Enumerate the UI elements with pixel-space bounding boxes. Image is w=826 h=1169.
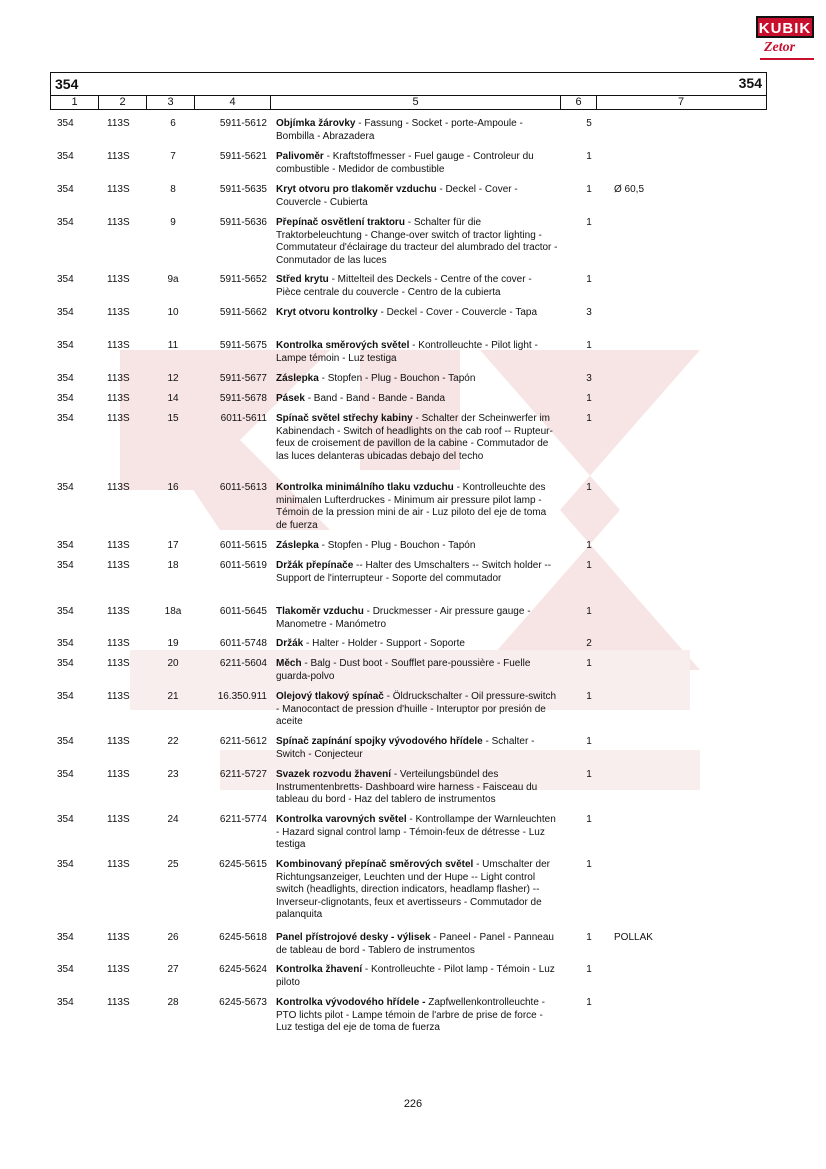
cell-position: 7 bbox=[170, 151, 176, 162]
cell-section: 354 bbox=[57, 691, 74, 702]
cell-description bbox=[276, 932, 558, 957]
cell-description bbox=[276, 964, 558, 989]
cell-description bbox=[276, 606, 558, 631]
cell-model: 113S bbox=[107, 393, 130, 404]
cell-description bbox=[276, 814, 558, 852]
part-name-czech: Záslepka bbox=[276, 373, 319, 384]
cell-model: 113S bbox=[107, 814, 130, 825]
cell-position: 22 bbox=[167, 736, 179, 747]
cell-part-number: 6011-5748 bbox=[219, 638, 267, 649]
cell-section: 354 bbox=[57, 540, 74, 551]
cell-part-number: 6011-5619 bbox=[219, 560, 267, 571]
part-translations: - Schalter - Switch - Conjecteur bbox=[276, 736, 535, 760]
part-translations: -- Halter des Umschalters -- Switch holder -- Support de l'interrupteur - Soporte del commutador bbox=[276, 560, 552, 584]
cell-quantity: 1 bbox=[586, 691, 592, 702]
cell-position: 17 bbox=[167, 540, 179, 551]
column-header-2: 2 bbox=[99, 96, 147, 110]
cell-quantity: 1 bbox=[586, 658, 592, 669]
part-name-czech: Pásek bbox=[276, 393, 305, 404]
part-name-czech: Spínač zapínání spojky vývodového hřídele bbox=[276, 736, 483, 747]
cell-description bbox=[276, 307, 558, 320]
cell-model: 113S bbox=[107, 769, 130, 780]
part-name-czech: Kryt otvoru kontrolky bbox=[276, 307, 378, 318]
cell-quantity: 1 bbox=[586, 964, 592, 975]
cell-model: 113S bbox=[107, 340, 130, 351]
cell-quantity: 1 bbox=[586, 413, 592, 424]
cell-quantity: 3 bbox=[586, 373, 592, 384]
cell-position: 25 bbox=[167, 859, 179, 870]
cell-part-number: 6011-5645 bbox=[219, 606, 267, 617]
cell-part-number: 5911-5621 bbox=[219, 151, 267, 162]
cell-section: 354 bbox=[57, 482, 74, 493]
cell-model: 113S bbox=[107, 859, 130, 870]
part-name-czech: Panel přístrojové desky - výlisek bbox=[276, 932, 431, 943]
part-translations: - Fassung - Socket - porte-Ampoule - Bombilla - Abrazadera bbox=[276, 118, 523, 142]
part-name-czech: Držák přepínače bbox=[276, 560, 354, 571]
part-translations: - Stopfen - Plug - Bouchon - Tapón bbox=[318, 540, 476, 551]
cell-section: 354 bbox=[57, 997, 74, 1008]
cell-part-number: 5911-5612 bbox=[219, 118, 267, 129]
part-translations: - Deckel - Cover - Couvercle - Tapa bbox=[377, 307, 537, 318]
cell-position: 20 bbox=[167, 658, 179, 669]
cell-position: 14 bbox=[167, 393, 179, 404]
part-translations: - Deckel - Cover - Couvercle - Cubierta bbox=[276, 184, 518, 208]
cell-description bbox=[276, 340, 558, 365]
cell-section: 354 bbox=[57, 560, 74, 571]
cell-note: Ø 60,5 bbox=[614, 184, 645, 195]
cell-section: 354 bbox=[57, 606, 74, 617]
cell-part-number: 6211-5727 bbox=[219, 769, 267, 780]
cell-quantity: 1 bbox=[586, 814, 592, 825]
part-translations: - Mittelteil des Deckels - Centre of the cover - Pièce centrale du couvercle - Centro de la cubierta bbox=[276, 274, 532, 298]
cell-position: 16 bbox=[167, 482, 179, 493]
cell-position: 15 bbox=[167, 413, 179, 424]
cell-quantity: 1 bbox=[586, 859, 592, 870]
cell-position: 27 bbox=[167, 964, 179, 975]
cell-part-number: 6211-5604 bbox=[219, 658, 267, 669]
cell-quantity: 1 bbox=[586, 540, 592, 551]
cell-model: 113S bbox=[107, 307, 130, 318]
cell-part-number: 6011-5615 bbox=[219, 540, 267, 551]
cell-description bbox=[276, 540, 558, 553]
part-translations: - Kontrolleuchte des minimalen Lufterdruckes - Minimum air pressure pilot lamp - Témoin de la pression mini de air - Luz piloto del eje de toma de fuerza bbox=[276, 482, 547, 531]
cell-part-number: 5911-5652 bbox=[219, 274, 267, 285]
part-name-czech: Kontrolka směrových světel bbox=[276, 340, 410, 351]
cell-position: 23 bbox=[167, 769, 179, 780]
cell-position: 6 bbox=[170, 118, 176, 129]
cell-description bbox=[276, 736, 558, 761]
cell-position: 12 bbox=[167, 373, 179, 384]
part-translations: - Schalter für die Traktorbeleuchtung - Change-over switch of tractor lighting - Commutateur d'éclairage du tracteur del alumbrado del tractor - Conmutador de las luces bbox=[276, 217, 558, 266]
column-header-3: 3 bbox=[147, 96, 195, 110]
cell-description bbox=[276, 217, 558, 267]
cell-description bbox=[276, 769, 558, 807]
column-header-7: 7 bbox=[677, 96, 685, 108]
part-translations: - Paneel - Panel - Panneau de tableau de bord - Tablero de instrumentos bbox=[276, 932, 554, 956]
part-translations: - Kontrolleuchte - Pilot light - Lampe témoin - Luz testiga bbox=[276, 340, 538, 364]
part-translations: - Kontrolleuchte - Pilot lamp - Témoin - Luz piloto bbox=[276, 964, 555, 988]
cell-section: 354 bbox=[57, 151, 74, 162]
part-translations: - Kraftstoffmesser - Fuel gauge - Controleur du combustible - Medidor de combustible bbox=[276, 151, 534, 175]
cell-part-number: 16.350.911 bbox=[217, 691, 267, 702]
part-name-czech: Spínač světel střechy kabiny bbox=[276, 413, 413, 424]
cell-description bbox=[276, 274, 558, 299]
part-translations: Zapfwellenkontrolleuchte - PTO lichts pilot - Lampe témoin de l'arbre de prise de force - Luz testiga del eje de toma de fuerza bbox=[276, 997, 545, 1033]
cell-part-number: 5911-5635 bbox=[219, 184, 267, 195]
page-number: 226 bbox=[403, 1098, 423, 1110]
section-number-right: 354 bbox=[738, 75, 762, 91]
column-header-6: 6 bbox=[561, 96, 597, 110]
part-name-czech: Přepínač osvětlení traktoru bbox=[276, 217, 405, 228]
part-name-czech: Kontrolka vývodového hřídele - bbox=[276, 997, 426, 1008]
cell-part-number: 6011-5611 bbox=[220, 413, 267, 424]
cell-position: 9a bbox=[167, 274, 179, 285]
cell-description bbox=[276, 151, 558, 176]
part-translations: - Druckmesser - Air pressure gauge - Manometre - Manómetro bbox=[276, 606, 531, 630]
column-header-row bbox=[51, 95, 766, 109]
cell-section: 354 bbox=[57, 932, 74, 943]
cell-model: 113S bbox=[107, 560, 130, 571]
part-name-czech: Kombinovaný přepínač směrových světel bbox=[276, 859, 474, 870]
part-translations: - Verteilungsbündel des Instrumentenbretts- Dashboard wire harness - Faisceau du tableau du bord - Haz del tablero de instrumentos bbox=[276, 769, 538, 805]
cell-model: 113S bbox=[107, 606, 130, 617]
cell-section: 354 bbox=[57, 814, 74, 825]
part-name-czech: Držák bbox=[276, 638, 304, 649]
part-name-czech: Kontrolka varovných světel bbox=[276, 814, 407, 825]
cell-section: 354 bbox=[57, 184, 74, 195]
cell-position: 11 bbox=[167, 340, 179, 351]
cell-section: 354 bbox=[57, 340, 74, 351]
cell-position: 24 bbox=[167, 814, 179, 825]
cell-description bbox=[276, 184, 558, 209]
cell-section: 354 bbox=[57, 769, 74, 780]
cell-description bbox=[276, 560, 558, 585]
cell-model: 113S bbox=[107, 482, 130, 493]
part-translations: - Stopfen - Plug - Bouchon - Tapón bbox=[318, 373, 476, 384]
cell-quantity: 1 bbox=[586, 482, 592, 493]
cell-quantity: 1 bbox=[586, 151, 592, 162]
cell-part-number: 6011-5613 bbox=[219, 482, 267, 493]
cell-section: 354 bbox=[57, 413, 74, 424]
cell-position: 21 bbox=[167, 691, 179, 702]
cell-note: POLLAK bbox=[614, 932, 653, 943]
cell-model: 113S bbox=[107, 964, 130, 975]
cell-model: 113S bbox=[107, 932, 130, 943]
cell-position: 9 bbox=[170, 217, 176, 228]
cell-section: 354 bbox=[57, 964, 74, 975]
cell-model: 113S bbox=[107, 736, 130, 747]
cell-quantity: 1 bbox=[586, 340, 592, 351]
cell-section: 354 bbox=[57, 217, 74, 228]
cell-description bbox=[276, 393, 558, 406]
logo-kubik: KUBIK bbox=[756, 16, 814, 38]
cell-model: 113S bbox=[107, 151, 130, 162]
part-translations: - Band - Band - Bande - Banda bbox=[304, 393, 446, 404]
cell-position: 18a bbox=[164, 606, 182, 617]
cell-description bbox=[276, 859, 558, 922]
cell-position: 19 bbox=[167, 638, 179, 649]
cell-quantity: 1 bbox=[586, 184, 592, 195]
part-translations: - Öldruckschalter - Oil pressure-switch - Manocontact de pression d'huille - Interuptor por presión de aceite bbox=[276, 691, 557, 727]
part-name-czech: Objímka žárovky bbox=[276, 118, 356, 129]
cell-quantity: 1 bbox=[586, 769, 592, 780]
cell-section: 354 bbox=[57, 393, 74, 404]
cell-part-number: 5911-5662 bbox=[219, 307, 267, 318]
cell-part-number: 5911-5678 bbox=[219, 393, 267, 404]
cell-quantity: 1 bbox=[586, 393, 592, 404]
part-translations: - Halter - Holder - Support - Soporte bbox=[303, 638, 465, 649]
cell-part-number: 5911-5636 bbox=[219, 217, 267, 228]
cell-description bbox=[276, 118, 558, 143]
cell-model: 113S bbox=[107, 413, 130, 424]
part-name-czech: Palivoměr bbox=[276, 151, 324, 162]
part-name-czech: Kryt otvoru pro tlakoměr vzduchu bbox=[276, 184, 437, 195]
cell-section: 354 bbox=[57, 307, 74, 318]
cell-part-number: 6245-5673 bbox=[219, 997, 267, 1008]
cell-section: 354 bbox=[57, 274, 74, 285]
cell-quantity: 1 bbox=[586, 997, 592, 1008]
cell-quantity: 1 bbox=[586, 274, 592, 285]
cell-part-number: 6245-5624 bbox=[219, 964, 267, 975]
part-translations: - Schalter der Scheinwerfer im Kabinendach - Switch of headlights on the cab roof -- Rupteur-feux de croisement de pavillon de la cabine - Commutador de las luces delanteras ubicadas debajo del techo bbox=[276, 413, 553, 462]
logo-underline bbox=[760, 58, 814, 60]
cell-position: 10 bbox=[167, 307, 179, 318]
section-number-left: 354 bbox=[55, 76, 79, 92]
cell-description bbox=[276, 691, 558, 729]
cell-section: 354 bbox=[57, 658, 74, 669]
cell-model: 113S bbox=[107, 691, 130, 702]
logo-zetor: Zetor bbox=[764, 40, 796, 55]
cell-model: 113S bbox=[107, 658, 130, 669]
part-name-czech: Střed krytu bbox=[276, 274, 329, 285]
cell-quantity: 3 bbox=[586, 307, 592, 318]
column-header-5: 5 bbox=[271, 96, 561, 110]
part-name-czech: Kontrolka minimálního tlaku vzduchu bbox=[276, 482, 454, 493]
part-translations: - Balg - Dust boot - Soufflet pare-poussière - Fuelle guarda-polvo bbox=[276, 658, 531, 682]
cell-part-number: 5911-5677 bbox=[219, 373, 267, 384]
cell-model: 113S bbox=[107, 274, 130, 285]
cell-section: 354 bbox=[57, 638, 74, 649]
cell-description bbox=[276, 658, 558, 683]
cell-model: 113S bbox=[107, 997, 130, 1008]
part-translations: - Umschalter der Richtungsanzeiger, Leuchten und der Hupe -- Light control switch (headlights, direction indicators, headlamp flasher) -- Inverseur-clignotants, feux et avertisseurs - Commutador de palanquita bbox=[276, 859, 550, 920]
kubik-zetor-logo bbox=[752, 14, 818, 66]
cell-section: 354 bbox=[57, 373, 74, 384]
cell-model: 113S bbox=[107, 217, 130, 228]
cell-section: 354 bbox=[57, 859, 74, 870]
cell-position: 18 bbox=[167, 560, 179, 571]
cell-quantity: 1 bbox=[586, 932, 592, 943]
part-name-czech: Svazek rozvodu žhavení bbox=[276, 769, 392, 780]
cell-description bbox=[276, 997, 558, 1035]
cell-part-number: 5911-5675 bbox=[219, 340, 267, 351]
cell-quantity: 1 bbox=[586, 606, 592, 617]
column-header-4: 4 bbox=[195, 96, 271, 110]
cell-section: 354 bbox=[57, 736, 74, 747]
cell-part-number: 6245-5615 bbox=[219, 859, 267, 870]
part-name-czech: Záslepka bbox=[276, 540, 319, 551]
cell-position: 8 bbox=[170, 184, 176, 195]
part-name-czech: Tlakoměr vzduchu bbox=[276, 606, 364, 617]
column-header-1: 1 bbox=[51, 96, 99, 110]
cell-model: 113S bbox=[107, 118, 130, 129]
part-name-czech: Olejový tlakový spínač bbox=[276, 691, 384, 702]
cell-model: 113S bbox=[107, 184, 130, 195]
cell-position: 28 bbox=[167, 997, 179, 1008]
cell-quantity: 5 bbox=[586, 118, 592, 129]
cell-part-number: 6245-5618 bbox=[219, 932, 267, 943]
cell-model: 113S bbox=[107, 373, 130, 384]
cell-quantity: 1 bbox=[586, 736, 592, 747]
cell-model: 113S bbox=[107, 540, 130, 551]
cell-description bbox=[276, 373, 558, 386]
cell-part-number: 6211-5774 bbox=[219, 814, 267, 825]
part-translations: - Kontrollampe der Warnleuchten - Hazard signal control lamp - Témoin-feux de détresse - Luz testiga bbox=[276, 814, 556, 850]
part-name-czech: Kontrolka žhavení bbox=[276, 964, 363, 975]
cell-part-number: 6211-5612 bbox=[219, 736, 267, 747]
part-name-czech: Měch bbox=[276, 658, 302, 669]
parts-table-header bbox=[50, 72, 767, 110]
cell-quantity: 2 bbox=[586, 638, 592, 649]
cell-quantity: 1 bbox=[586, 560, 592, 571]
cell-model: 113S bbox=[107, 638, 130, 649]
cell-position: 26 bbox=[167, 932, 179, 943]
cell-quantity: 1 bbox=[586, 217, 592, 228]
cell-description bbox=[276, 413, 558, 463]
cell-description bbox=[276, 482, 558, 532]
cell-section: 354 bbox=[57, 118, 74, 129]
cell-description bbox=[276, 638, 558, 651]
